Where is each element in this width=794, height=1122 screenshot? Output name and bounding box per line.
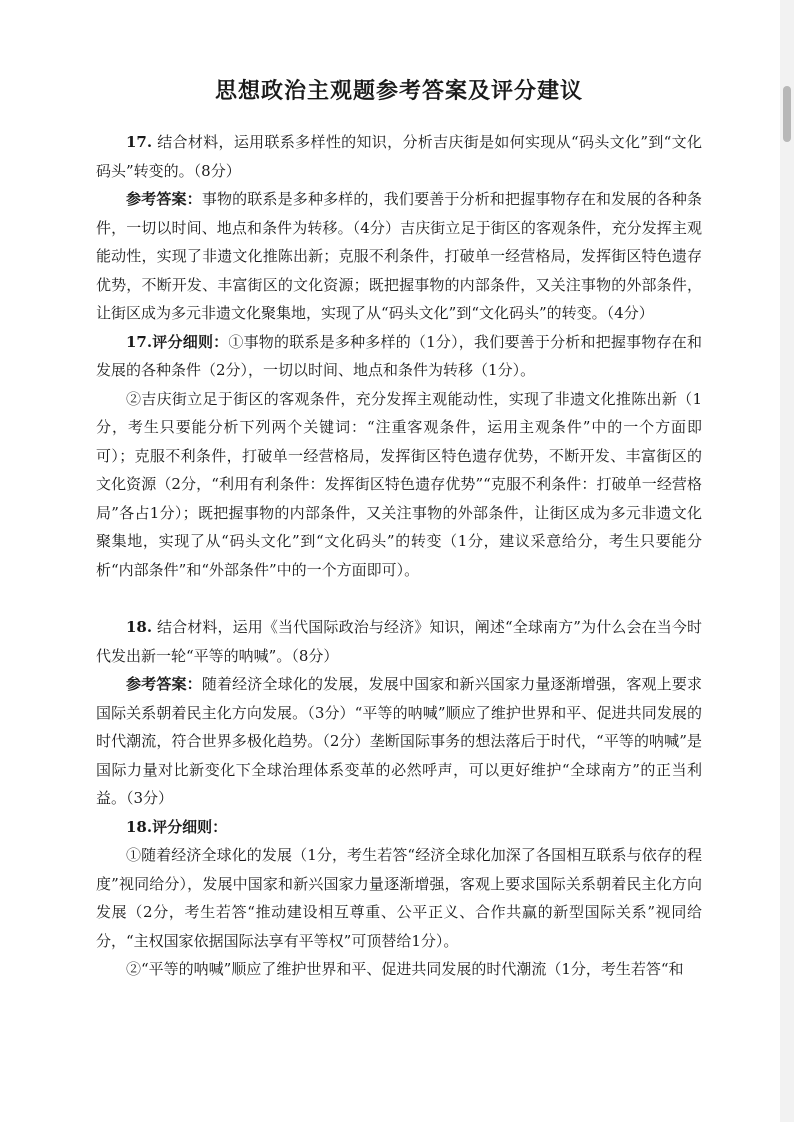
q18-rubric-2: ②“平等的呐喊”顺应了维护世界和平、促进共同发展的时代潮流（1分，考生若答“和 (126, 960, 684, 978)
q18-answer-label: 参考答案： (126, 675, 202, 693)
q18-stem (96, 613, 702, 670)
q18-rubric-label: 18.评分细则： (126, 817, 228, 836)
q17-rubric-2: ②吉庆街立足于街区的客观条件，充分发挥主观能动性，实现了非遗文化推陈出新（1分，考生只要能分析下列两个关键词：“注重客观条件，运用主观条件”中的一个方面即可）；克服不利条件，打破单一经营格局，发挥街区特色遗存优势，不断开发、丰富街区的文化资源（2分，“利用有利条件：发挥街区特色遗存优势”“克服不利条件：打破单一经营格局”各占1分）；既把握事物的内部条件，又关注事物的外部条件，让街区成为多元非遗文化聚集地，实现了从“码头文化”到“文化码头”的转变（1分，建议采意给分，考生只要能分析“内部条件”和“外部条件”中的一个方面即可）。 (96, 389, 702, 579)
q17-stem (96, 128, 702, 185)
q17-rubric-1 (96, 328, 702, 385)
q18-stem-text: 结合材料，运用《当代国际政治与经济》知识，阐述“全球南方”为什么会在当今时代发出新一轮“平等的呐喊”。（8分） (96, 618, 702, 665)
q17-stem-text: 结合材料，运用联系多样性的知识，分析吉庆街是如何实现从“码头文化”到“文化码头”转变的。（8分） (96, 133, 702, 180)
q17-rubric-label: 17.评分细则： (126, 332, 229, 351)
q17-rubric-1-text: ①事物的联系是多种多样的（1分），我们要善于分析和把握事物存在和发展的各种条件（2分），一切以时间、地点和条件为转移（1分）。 (96, 332, 702, 379)
q18-answer-text: 随着经济全球化的发展，发展中国家和新兴国家力量逐渐增强，客观上要求国际关系朝着民主化方向发展。（3分）“平等的呐喊”顺应了维护世界和平、促进共同发展的时代潮流，符合世界多极化趋势。（2分）垄断国际事务的想法落后于时代，“平等的呐喊”是国际力量对比新变化下全球治理体系变革的必然呼声，可以更好维护“全球南方”的正当利益。（3分） (96, 675, 702, 807)
question-18 (96, 613, 702, 984)
q17-number: 17. (126, 133, 153, 151)
question-17 (96, 128, 702, 584)
q18-number: 18. (126, 618, 153, 636)
document-page (96, 74, 702, 984)
vertical-scrollbar[interactable] (780, 0, 794, 1122)
q17-answer-text: 事物的联系是多种多样的，我们要善于分析和把握事物存在和发展的各种条件，一切以时间、地点和条件为转移。（4分）吉庆街立足于街区的客观条件，充分发挥主观能动性，实现了非遗文化推陈出新；克服不利条件，打破单一经营格局，发挥街区特色遗存优势，不断开发、丰富街区的文化资源；既把握事物的内部条件，又关注事物的外部条件，让街区成为多元非遗文化聚集地，实现了从“码头文化”到“文化码头”的转变。（4分） (96, 190, 702, 322)
document-title: 思想政治主观题参考答案及评分建议 (214, 78, 583, 104)
q18-answer (96, 670, 702, 813)
scrollbar-thumb[interactable] (783, 86, 791, 142)
q17-answer-label: 参考答案： (126, 190, 202, 208)
section-gap (96, 584, 702, 613)
q17-answer (96, 185, 702, 328)
q18-rubric-1: ①随着经济全球化的发展（1分，考生若答“经济全球化加深了各国相互联系与依存的程度”视同给分），发展中国家和新兴国家力量逐渐增强，客观上要求国际关系朝着民主化方向发展（2分，考生若答“推动建设相互尊重、公平正义、合作共赢的新型国际关系”视同给分，“主权国家依据国际法享有平等权”可顶替给1分）。 (96, 846, 702, 950)
